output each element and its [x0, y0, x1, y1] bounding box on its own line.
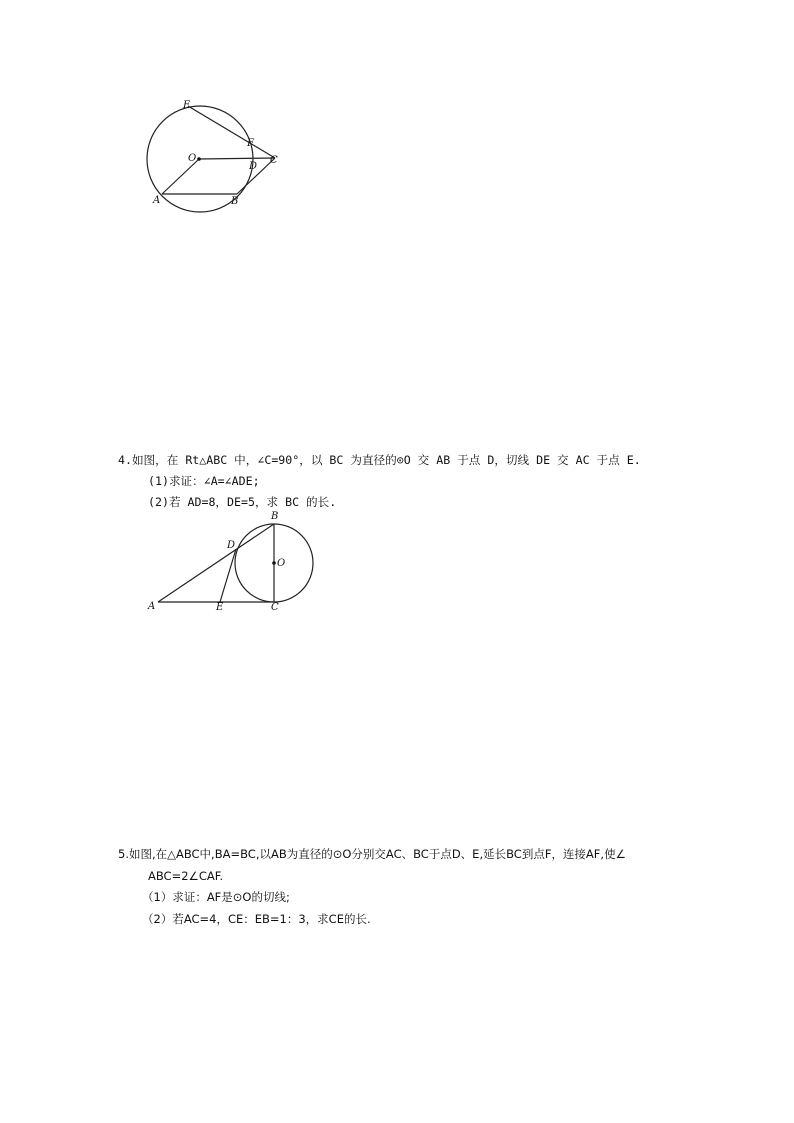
label-d: D [227, 540, 236, 551]
label-d: D [249, 161, 258, 172]
segment-oc [199, 158, 275, 159]
question-5-stem-line-1: 5.如图,在△ABC中,BA=BC,以AB为直径的⊙O分别交AC、BC于点D、E,延长BC到点F，连接AF,使∠ [118, 847, 626, 861]
segment-oa [162, 159, 199, 194]
question-5-part-2: （2）若AC=4，CE：EB=1：3，求CE的长. [142, 912, 371, 926]
label-a: A [153, 195, 161, 206]
question-4-part-1: (1)求证：∠A=∠ADE; [148, 474, 260, 488]
question-5-part-1: （1）求证：AF是⊙O的切线; [142, 890, 290, 904]
center-point-o [197, 157, 201, 161]
label-b: B [231, 196, 239, 207]
question-4-part-2: (2)若 AD=8，DE=5，求 BC 的长. [148, 495, 337, 509]
figure-1-diagram [140, 96, 285, 214]
label-c: C [271, 602, 279, 613]
label-f: F [247, 138, 254, 149]
figure-circle-parallelogram [140, 96, 285, 214]
question-4-stem: 4.如图，在 Rt△ABC 中，∠C=90°，以 BC 为直径的⊙O 交 AB 于点 D，切线 DE 交 AC 于点 E. [118, 453, 641, 467]
segment-de [220, 549, 236, 602]
label-c: C [270, 155, 278, 166]
label-o: O [277, 558, 286, 569]
label-e: E [183, 100, 191, 111]
label-b: B [271, 511, 279, 522]
label-a: A [148, 601, 156, 612]
label-e: E [216, 602, 224, 613]
question-5-stem-line-2: ABC=2∠CAF. [148, 869, 224, 883]
segment-ec [188, 106, 275, 158]
figure-right-triangle-circle [140, 508, 320, 616]
figure-2-diagram [140, 508, 320, 616]
label-o: O [188, 153, 197, 164]
segment-ab [158, 524, 274, 602]
center-point-o [272, 561, 276, 565]
